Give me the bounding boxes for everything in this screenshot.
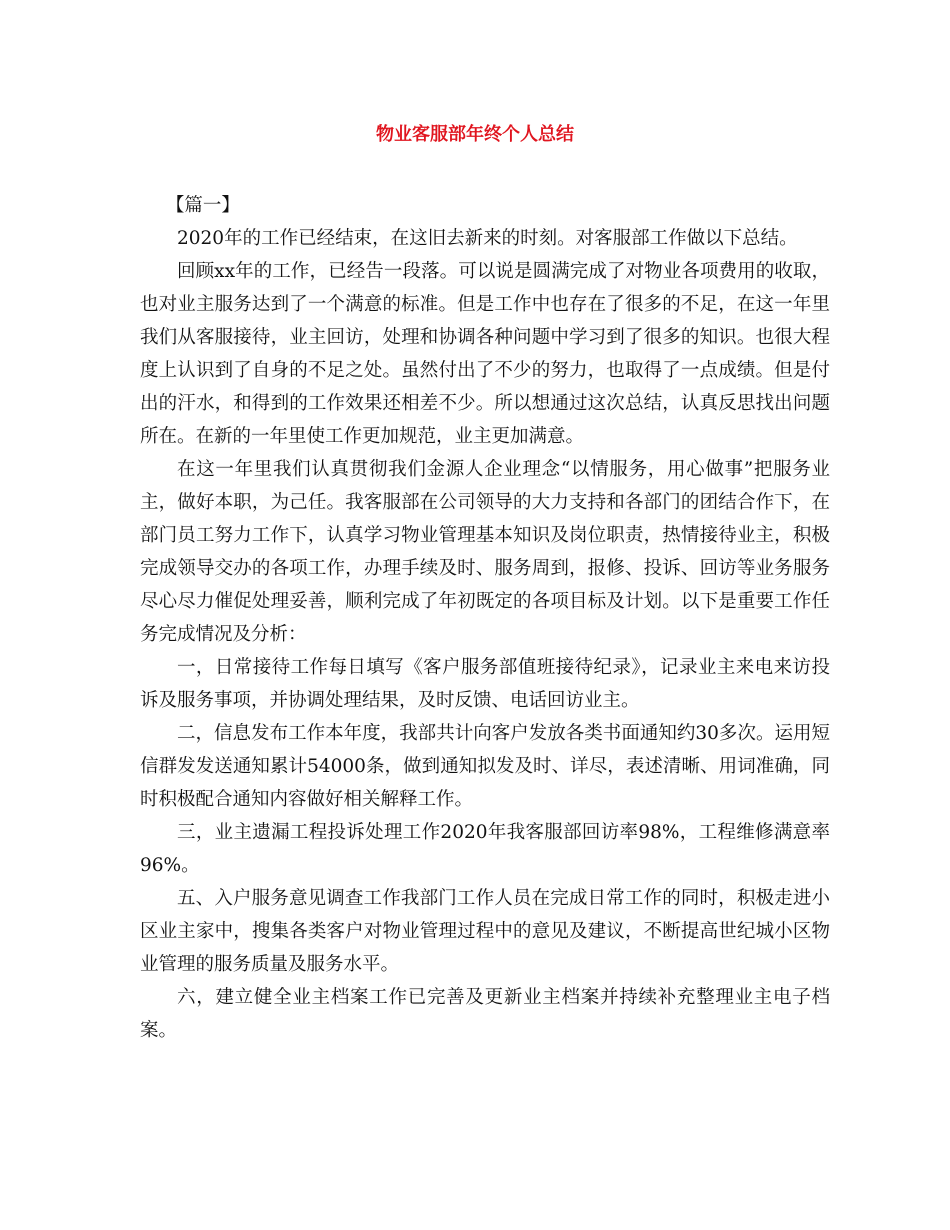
paragraph-item-reception: 一，日常接待工作每日填写《客户服务部值班接待纪录》，记录业主来电来访投诉及服务事项，并协调处理结果，及时反馈、电话回访业主。: [140, 657, 830, 711]
document-body: [140, 189, 830, 1047]
section-label: 【篇一】: [165, 195, 240, 216]
paragraph-item-survey: 五、入户服务意见调查工作我部门工作人员在完成日常工作的同时，积极走进小区业主家中，搜集各类客户对物业管理过程中的意见及建议，不断提高世纪城小区物业管理的服务质量及服务水平。: [140, 888, 830, 975]
paragraph-item-notices: 二，信息发布工作本年度，我部共计向客户发放各类书面通知约30多次。运用短信群发发送通知累计54000条，做到通知拟发及时、详尽，表述清晰、用词准确，同时积极配合通知内容做好相关解释工作。: [140, 723, 830, 810]
paragraph-item-archives: 六，建立健全业主档案工作已完善及更新业主档案并持续补充整理业主电子档案。: [140, 987, 830, 1041]
paragraph-intro: 2020年的工作已经结束，在这旧去新来的时刻。对客服部工作做以下总结。: [177, 228, 798, 249]
paragraph-item-complaints: 三，业主遗漏工程投诉处理工作2020年我客服部回访率98%，工程维修满意率96%。: [140, 822, 830, 876]
paragraph-review: 回顾xx年的工作，已经告一段落。可以说是圆满完成了对物业各项费用的收取，也对业主服务达到了一个满意的标准。但是工作中也存在了很多的不足，在这一年里我们从客服接待，业主回访，处理和协调各种问题中学习到了很多的知识。也很大程度上认识到了自身的不足之处。虽然付出了不少的努力，也取得了一点成绩。但是付出的汗水，和得到的工作效果还相差不少。所以想通过这次总结，认真反思找出问题所在。在新的一年里使工作更加规范，业主更加满意。: [140, 261, 830, 447]
document-title: 物业客服部年终个人总结: [376, 124, 574, 145]
paragraph-philosophy: 在这一年里我们认真贯彻我们金源人企业理念“以情服务，用心做事”把服务业主，做好本职，为己任。我客服部在公司领导的大力支持和各部门的团结合作下，在部门员工努力工作下，认真学习物业管理基本知识及岗位职责，热情接待业主，积极完成领导交办的各项工作，办理手续及时、服务周到，报修、投诉、回访等业务服务尽心尽力催促处理妥善，顺利完成了年初既定的各项目标及计划。以下是重要工作任务完成情况及分析：: [140, 459, 830, 645]
